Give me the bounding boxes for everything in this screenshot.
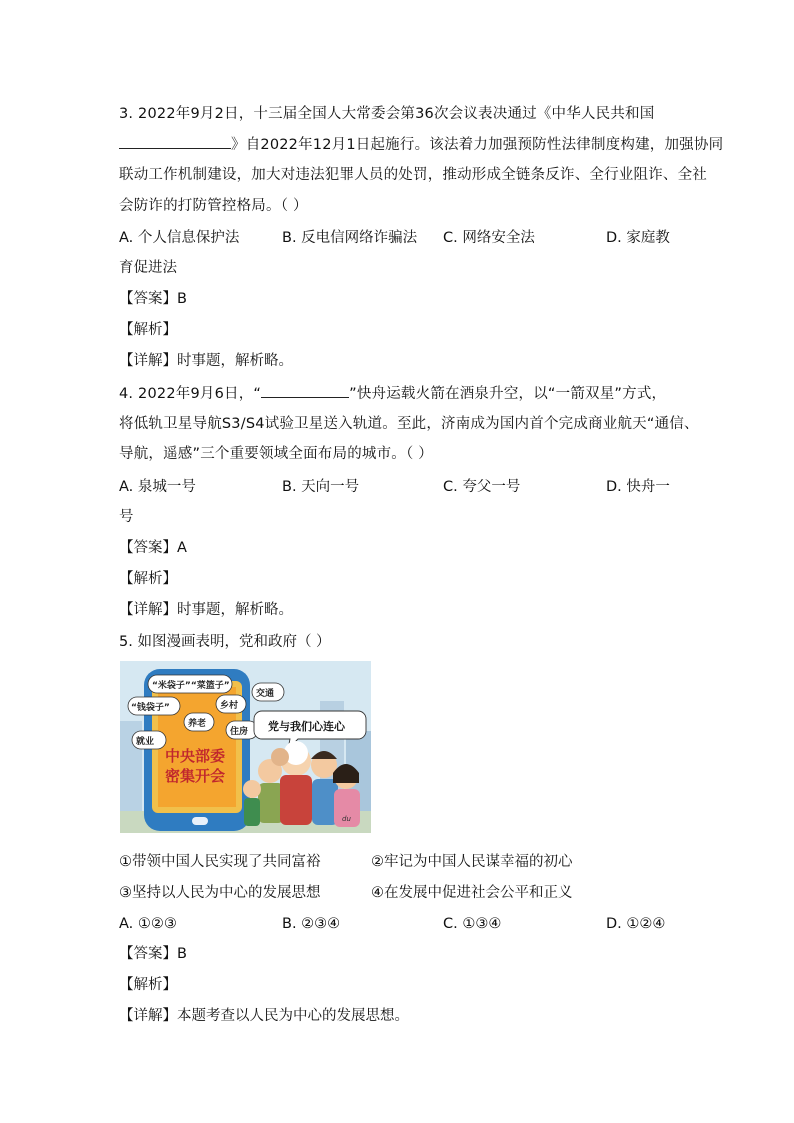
q3-stem-line1: 3. 2022年9月2日，十三届全国人大常委会第36次会议表决通过《中华人民共和国 bbox=[119, 106, 655, 122]
q5-statement-1: ①带领中国人民实现了共同富裕 bbox=[119, 854, 321, 870]
q4-stem-line1 bbox=[119, 383, 666, 404]
q4-option-c: C. 夸父一号 bbox=[443, 479, 521, 495]
q4-option-d: D. 快舟一 bbox=[606, 479, 670, 495]
cartoon-bubble-elderly: 养老 bbox=[188, 719, 207, 729]
q5-option-d: D. ①②④ bbox=[606, 916, 666, 932]
cartoon-screen-line1: 中央部委 bbox=[165, 747, 226, 765]
q4-stem-line2: 将低轨卫星导航S3/S4试验卫星送入轨道。至此，济南成为国内首个完成商业航天“通信、 bbox=[119, 416, 699, 432]
q3-answer: 【答案】B bbox=[119, 291, 187, 307]
cartoon-speech-bubble: 党与我们心连心 bbox=[268, 720, 345, 733]
q5-option-b: B. ②③④ bbox=[282, 916, 341, 932]
q5-detail: 【详解】本题考查以人民为中心的发展思想。 bbox=[119, 1008, 409, 1024]
q5-answer: 【答案】B bbox=[119, 946, 187, 962]
q3-answer-blank bbox=[119, 134, 231, 149]
q5-statement-3: ③坚持以人民为中心的发展思想 bbox=[119, 885, 321, 901]
q5-option-a: A. ①②③ bbox=[119, 916, 177, 932]
q5-statement-2: ②牢记为中国人民谋幸福的初心 bbox=[371, 854, 573, 870]
cartoon-signature: du bbox=[342, 815, 351, 823]
q4-stem-line1-post: ”快舟运载火箭在酒泉升空，以“一箭双星”方式， bbox=[349, 386, 667, 402]
cartoon-bubble-housing: 住房 bbox=[230, 727, 249, 737]
q4-stem-line1-pre: 4. 2022年9月6日，“ bbox=[119, 386, 262, 402]
cartoon-bubble-rural: 乡村 bbox=[220, 701, 239, 711]
q3-option-d: D. 家庭教 bbox=[606, 230, 670, 246]
q5-stem: 5. 如图漫画表明，党和政府（ ） bbox=[119, 634, 331, 650]
q4-option-d-wrap: 号 bbox=[119, 509, 134, 525]
q4-answer: 【答案】A bbox=[119, 540, 187, 556]
cartoon-screen-line2: 密集开会 bbox=[165, 767, 226, 785]
cartoon-bubble-traffic: 交通 bbox=[256, 689, 275, 699]
q3-stem-line2 bbox=[119, 134, 723, 155]
cartoon-bubble-money-bag: “钱袋子” bbox=[131, 703, 170, 713]
q3-stem-line2-text: 》自2022年12月1日起施行。该法着力加强预防性法律制度构建，加强协同 bbox=[231, 137, 724, 153]
cartoon-bubble-employment: 就业 bbox=[136, 737, 155, 747]
q3-option-c: C. 网络安全法 bbox=[443, 230, 535, 246]
q3-option-a: A. 个人信息保护法 bbox=[119, 230, 240, 246]
q4-answer-blank bbox=[261, 383, 349, 398]
q4-option-a: A. 泉城一号 bbox=[119, 479, 196, 495]
q3-option-b: B. 反电信网络诈骗法 bbox=[282, 230, 418, 246]
q4-analysis: 【解析】 bbox=[119, 571, 177, 587]
q3-stem-line3: 联动工作机制建设，加大对违法犯罪人员的处罚，推动形成全链条反诈、全行业阻诈、全社 bbox=[119, 167, 707, 183]
cartoon-bubble-rice-bag: “米袋子”“菜篮子” bbox=[152, 681, 230, 691]
q3-option-d-wrap: 育促进法 bbox=[119, 260, 177, 276]
q4-stem-line3: 导航，遥感”三个重要领域全面布局的城市。（ ） bbox=[119, 446, 433, 462]
q5-option-c: C. ①③④ bbox=[443, 916, 502, 932]
q5-statement-4: ④在发展中促进社会公平和正义 bbox=[371, 885, 573, 901]
q3-stem-line4: 会防诈的打防管控格局。（ ） bbox=[119, 198, 308, 214]
q5-cartoon bbox=[120, 661, 371, 833]
q4-detail: 【详解】时事题，解析略。 bbox=[119, 602, 293, 618]
q4-option-b: B. 天向一号 bbox=[282, 479, 360, 495]
q3-detail: 【详解】时事题，解析略。 bbox=[119, 353, 293, 369]
q3-analysis: 【解析】 bbox=[119, 322, 177, 338]
q5-analysis: 【解析】 bbox=[119, 977, 177, 993]
